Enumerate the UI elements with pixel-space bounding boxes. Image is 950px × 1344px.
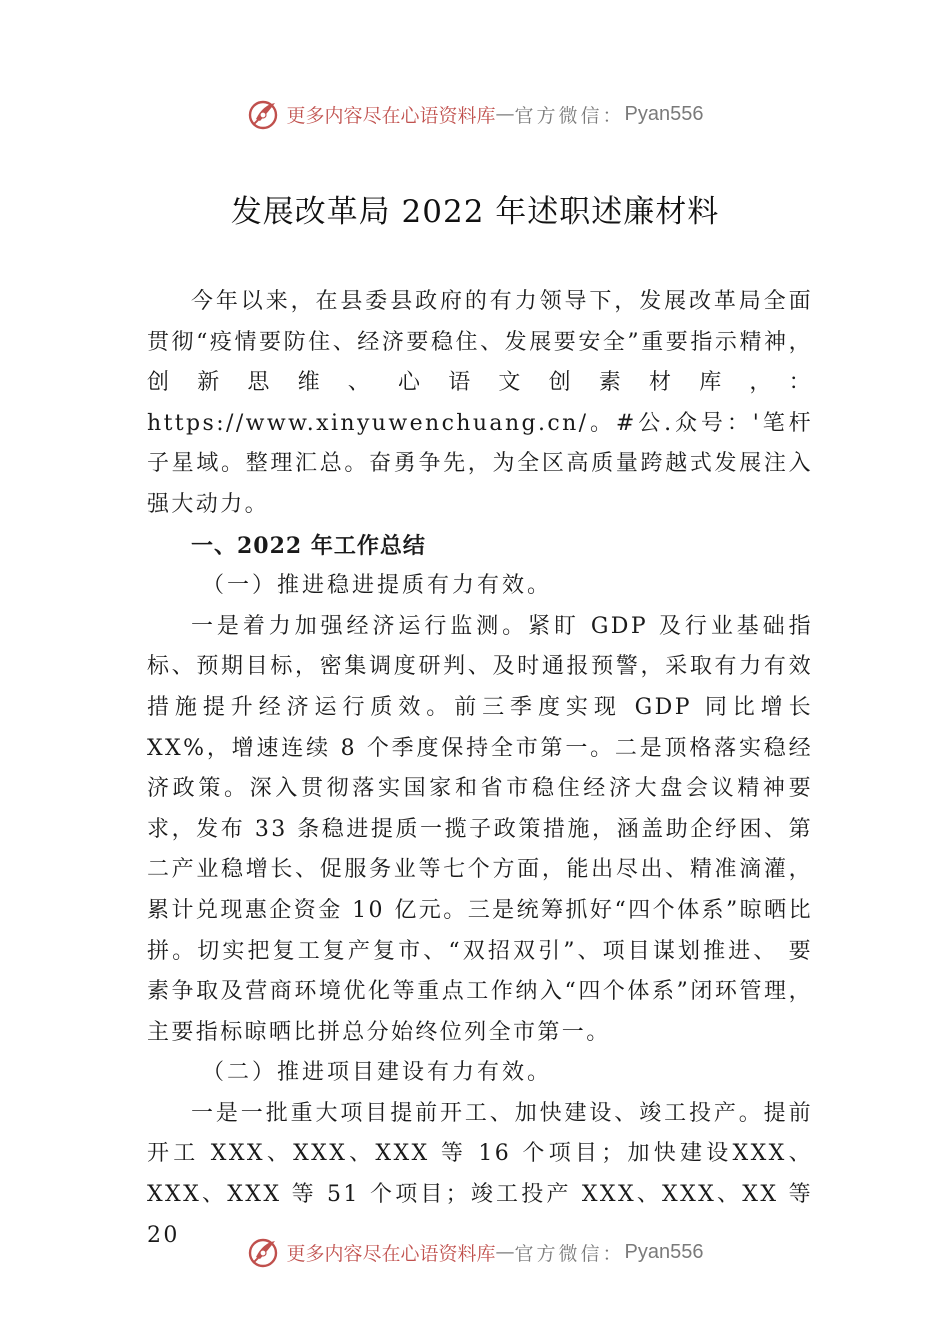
header-banner [0, 94, 950, 134]
brand-text: 更多内容尽在心语资料库 [286, 1242, 496, 1265]
body-paragraph: 一是着力加强经济运行监测。紧盯 GDP 及行业基础指标、预期目标，密集调度研判、及时通报预警，采取有力有效措施提升经济运行质效。前三季度实现 GDP 同比增长XX%，增速连续 8 个季度保持全市第一。二是顶格落实稳经济政策。深入贯彻落实国家和省市稳住经济大盘会议精神要求，发布 33 条稳进提质一揽子政策措施，涵盖助企纾困、第二产业稳增长、促服务业等七个方面，能出尽出、精准滴灌，累计兑现惠企资金 10 亿元。三是统筹抓好“四个体系”晾晒比拼。切实把复工复产复市、“双招双引”、项目谋划推进、 要素争取及营商环境优化等重点工作纳入“四个体系”闭环管理，主要指标晾晒比拼总分始终位列全市第一。 [147, 613, 813, 1045]
section-heading: 一、2022 年工作总结 [191, 532, 426, 559]
footer-banner [0, 1232, 950, 1272]
intro-paragraph: 今年以来，在县委县政府的有力领导下，发展改革局全面贯彻“疫情要防住、经济要稳住、发展要安全”重要指示精神，创新思维、心语文创素材库，：https://www.xinyuwenchuang.cn/。#公.众号：'笔杆子星域。整理汇总。奋勇争先，为全区高质量跨越式发展注入强大动力。 [147, 289, 813, 517]
body-paragraph: 一是一批重大项目提前开工、加快建设、竣工投产。提前开工 XXX、XXX、XXX 等 16 个项目；加快建设XXX、XXX、XXX 等 51 个项目；竣工投产 XXX、XXX、XX 等 20 [147, 1100, 813, 1248]
document-body [147, 282, 813, 1256]
wechat-id: Pyan556 [624, 1240, 704, 1263]
brand-logo-icon [247, 97, 281, 131]
wechat-label: 官方微信： [514, 1242, 625, 1265]
wechat-id: Pyan556 [624, 102, 704, 125]
banner-separator: — [495, 1241, 515, 1263]
document-title: 发展改革局 2022 年述职述廉材料 [230, 194, 720, 230]
brand-logo-icon [247, 1235, 281, 1269]
subsection-heading: （二）推进项目建设有力有效。 [202, 1060, 553, 1086]
banner-separator: — [495, 103, 515, 125]
wechat-label: 官方微信： [514, 104, 625, 127]
brand-text: 更多内容尽在心语资料库 [286, 104, 496, 127]
subsection-heading: （一）推进稳进提质有力有效。 [202, 573, 553, 599]
